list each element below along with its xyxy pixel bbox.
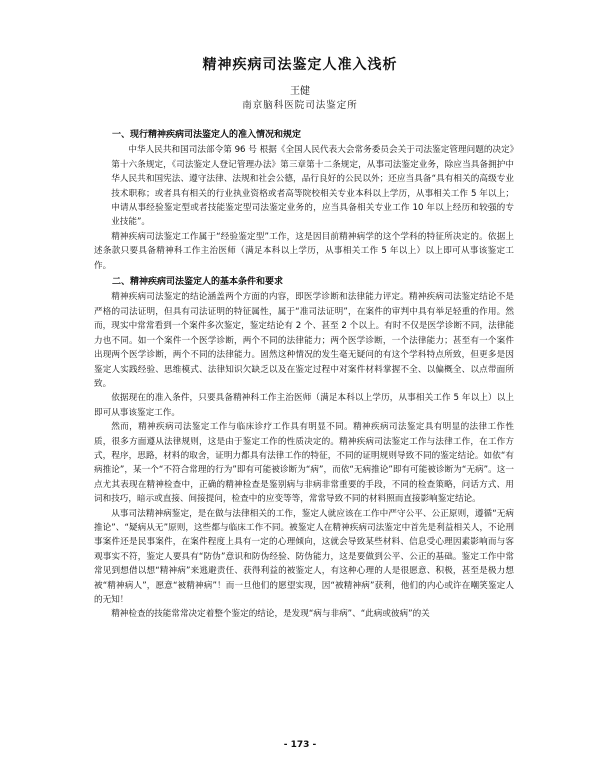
article-title: 精神疾病司法鉴定人准入浅析	[202, 57, 398, 73]
author-name: 王健	[290, 86, 310, 97]
paragraph: 中华人民共和国司法部令第 96 号 根据《全国人民代表大会常务委员会关于司法鉴定管理问题的决定》第十六条规定，《司法鉴定人登记管理办法》第三章第十二条规定，从事司法鉴定业务，除应当具备拥护中华人民共和国宪法、遵守法律、法规和社会公德，品行良好的公民以外；还应当具备“具有相关的高级专业技术职称；或者具有相关的行业执业资格或者高等院校相关专业本科以上学历，从事相关工作 5 年以上；申请从事经验鉴定型或者技能鉴定型司法鉴定业务的，应当具备相关专业工作 10 年以上经历和较强的专业技能”。	[111, 145, 514, 228]
paragraph: 依据现在的准入条件，只要具备精神科工作主治医师（满足本科以上学历，从事相关工作 5 年以上）以上即可从事该鉴定工作。	[94, 393, 514, 418]
section-heading: 二、精神疾病司法鉴定人的基本条件和要求	[112, 277, 284, 288]
section-heading: 一、现行精神疾病司法鉴定人的准入情况和规定	[112, 130, 302, 140]
paragraph: 精神疾病司法鉴定工作属于“经验鉴定型”工作，这是因目前精神病学的这个学科的特征所决定的。依据上述条款只要具备精神科工作主治医师（满足本科以上学历，从事相关工作 5 年以上）以上即可从事该鉴定工作。	[94, 231, 514, 271]
paragraph: 精神疾病司法鉴定的结论涵盖两个方面的内容，即医学诊断和法律能力评定。精神疾病司法鉴定结论不是严格的司法证明，但具有司法证明的特征属性，属于“准司法证明”，在案件的审判中具有举足轻重的作用。然而，现实中常常看到一个案件多次鉴定，鉴定结论有 2 个、甚至 2 个以上。有时不仅是医学诊断不同，法律能力也不同。如一个案件一个医学诊断，两个不同的法律能力；两个医学诊断，一个法律能力；甚至有一个案件出现两个医学诊断，两个不同的法律能力。固然这种情况的发生毫无疑问的有这个学科特点所致，但更多是因鉴定人实践经验、思维模式、法律知识欠缺乏以及在鉴定过程中对案件材料掌握不全、以偏概全、以点带面所致。	[94, 292, 514, 389]
paragraph: 从事司法精神病鉴定，是在做与法律相关的工作，鉴定人就应该在工作中严守公平、公正原则，遵循“无病推论”、“疑病从无”原则，这些都与临床工作不同。被鉴定人在精神疾病司法鉴定中首先是利益相关人，不论刑事案件还是民事案件，在案件程度上具有一定的心理倾向，这就会导致某些材料、信息受心理因素影响而与客观事实不符，鉴定人要具有“防伪”意识和防伪经验、防伪能力，这是要做到公平、公正的基础。鉴定工作中常常见到想借以想“精神病”来逃避责任、获得利益的被鉴定人，有这种心理的人是很愿意、积极，甚至是极力想被“精神病人”，愿意“被精神病”！而一旦他们的愿望实现，因“被精神病”获利，他们的内心或许在嘲笑鉴定人的无知！	[94, 508, 514, 605]
paragraph: 然而，精神疾病司法鉴定工作与临床诊疗工作具有明显不同。精神疾病司法鉴定具有明显的法律工作性质，很多方面遵从法律规则，这是由于鉴定工作的性质决定的。精神疾病司法鉴定工作与法律工作，在工作方式，程序，思路，材料的取舍，证明力都具有法律工作的特征，不同的证明规则导致不同的鉴定结论。如依“有病推论”，某一个“不符合常理的行为”即有可能被诊断为“病”，而依“无病推论”即有可能被诊断为“无病”。这一点尤其表现在精神检查中，正确的精神检查是鉴别病与非病非常重要的手段，不同的检查策略，问话方式、用词和技巧，暗示或直接、间接提问，检查中的应变等等，常常导致不同的材料照而直接影响鉴定结论。	[94, 422, 514, 505]
paragraph: 精神检查的技能常常决定着整个鉴定的结论，是发现“病与非病”、“此病或彼病”的关	[111, 609, 430, 620]
article-body	[94, 126, 514, 622]
page-number: - 173 -	[283, 740, 317, 750]
author-affiliation: 南京脑科医院司法鉴定所	[242, 100, 358, 111]
